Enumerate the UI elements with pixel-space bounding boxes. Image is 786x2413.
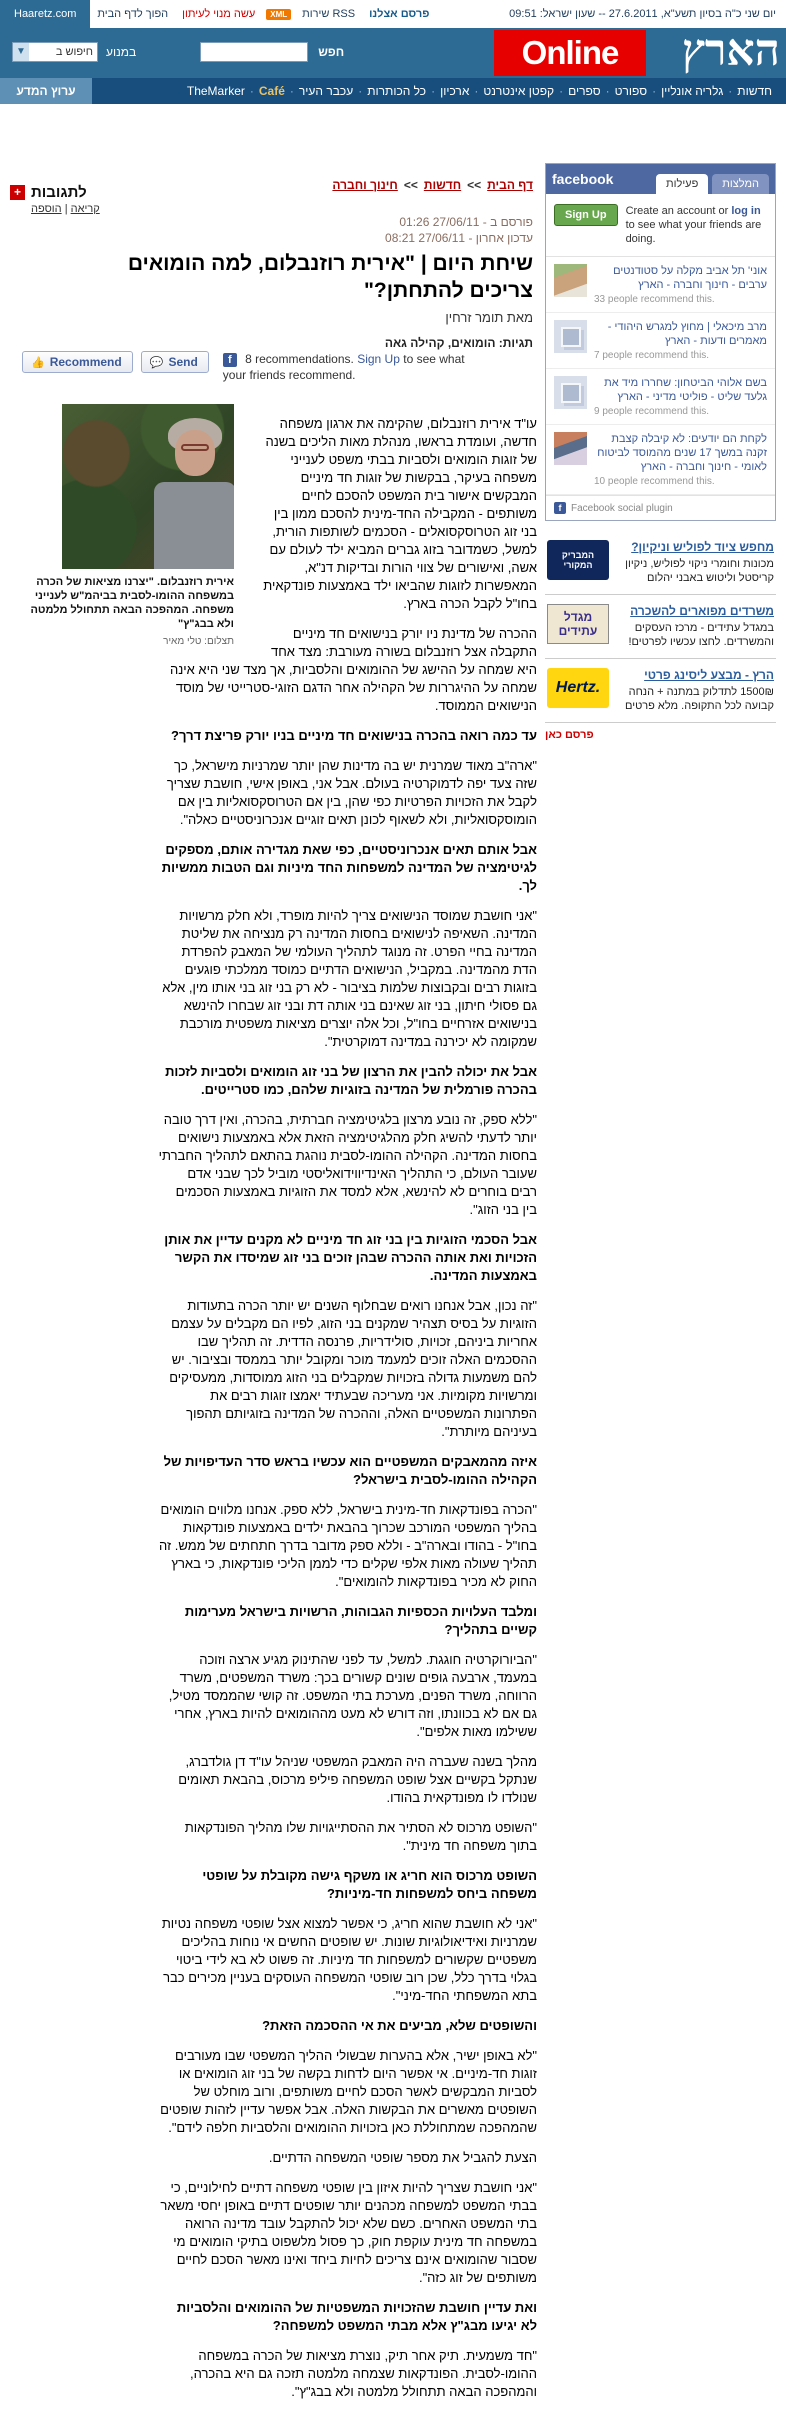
facebook-story-meta: 7 people recommend this. (594, 350, 710, 361)
breadcrumb (332, 178, 533, 192)
facebook-story-meta: 10 people recommend this. (594, 476, 715, 487)
ad-title-link[interactable]: מחפש ציוד לפוליש וניקיון? (631, 540, 774, 554)
sidebar (545, 139, 776, 741)
comment-read-link[interactable]: קריאה (70, 203, 100, 215)
comments-title[interactable]: לתגובות (31, 184, 87, 201)
recommendations-note (223, 351, 472, 383)
facebook-story-item (546, 369, 775, 425)
text-ad (545, 659, 776, 723)
text-ad (545, 531, 776, 595)
nav-item-9[interactable]: Café (258, 84, 285, 98)
facebook-story-title[interactable]: בשם אלוהי הביטחון: שחררו מיד את גלעד שליט - פוליטי מדיני - הארץ (604, 377, 767, 403)
article-paragraph: עו"ד אירית רוזנבלום, שהקימה את ארגון משפחה חדשה, ועומדת בראשו, מנהלת מאות הליכים בשנה של זוגות הומואים ולסביות בבתי משפט לענייני משפחה בעיקר, בבקשות של זוגות חד מיניים המבקשים אישור בית המשפט להסכם לחיים משותפים - המקבילה החד-מינית להסכם ממון בין בני זוג הטרוסקסואלים - הסכמים לשותפות הורית, למשל, כשמדובר בזוג גברים המביא ילד לעולם עם אשה, ואישורים של צווי הורות ובדיקות דנ"א, המאפשרות לזוגות שהביאו ילד באמצעות פונדקאית בחו"ל לקבל הכרה בארץ. (263, 416, 537, 611)
search-scope-label: במנוע (106, 45, 137, 59)
nav-separator: · (474, 84, 479, 98)
interview-question: עד כמה רואה בהכרה בנישואים חד מיניים בניו יורק פריצת דרך? (171, 728, 537, 743)
article-paragraph: "ללא ספק, זה נובע מרצון בלגיטימציה חברתית, בהכרה, ואין דרך טובה יותר לדעתי להשיג חלק מהלגיטימציה הזאת אלא באמצעות נישואים בחסות המדינה. הקהילה ההומו-לסבית נוהגת בהתאם לתהליך החברתי שעובר העולם, כי התהליך האינדיווידואליסטי מוביל לכך שבני אדם רבים בוחרים לא להינשא, אלא למסד את הזוגיות באמצעות הסכמים בין בני הזוג". (158, 1112, 537, 1217)
nav-item-3[interactable]: ספרים (568, 84, 601, 98)
nav-item-8[interactable]: TheMarker (186, 84, 245, 98)
facebook-tabs (652, 174, 769, 194)
article-paragraph: "אני חושבת שצריך להיות איזון בין שופטי משפחה דתיים לחילוניים, כי בבתי המשפט למשפחה מכהנים יותר שופטים דתיים באופן יחסי משאר בתי המשפט האחרים. כשם שלא יכול להתקבל עובד מדינה הרואה במשפחה חד מינית עוקפת חוק, כך פסול מלשפוט בתיקי הומואים מי שסבור שהומואים אינם צריכים לחיות ביחד ואינו מאשר הסכם לחיים משותפים של זוג כזה". (160, 2180, 537, 2285)
nav-item-2[interactable]: ספורט (614, 84, 648, 98)
interview-question: ואת עדיין חושבת שהזכויות המשפטיות של ההומואים והלסביות לא יגיעו מבג"ץ אלא מבתי המשפט למשפחה? (176, 2300, 537, 2333)
ad-description: 1500₪ לתדלוק במתנה + הנחה קבועה לכל התקופה. מלא פרטים (625, 686, 774, 712)
article-tags[interactable]: תגיות: הומואים, קהילה גאה (384, 336, 533, 350)
recommend-rest: to see what your friends recommend. (222, 352, 465, 382)
published-line: פורסם ב - 27/06/11 01:26 (399, 215, 533, 229)
publish-info (385, 214, 533, 246)
facebook-f-icon: f (554, 502, 566, 514)
nav-item-7[interactable]: עכבר העיר (298, 84, 354, 98)
nav-separator: · (559, 84, 564, 98)
share-row (22, 351, 472, 383)
article-paragraph: "לא באופן ישיר, אלא בהערות שבשולי ההליך המשפטי שבו מעורבים זוגות חד-מיניים. אי אפשר היום לדחות בקשה של בני זוג הומואים או לסביות המבקשים לאשר הסכם לחיים משותפים, ורוב מוחלט של השופטים מאשרים את הבקשות האלה. אבל אפשר עדיין לזהות שופטים שהמהפכה שמתחוללת כאן בזכויות ההומואים והלסביות חלפה לידם". (160, 2048, 537, 2135)
ad-description: במגדל עתידים - מרכז העסקים והמשרדים. לחצו עכשיו לפרטים! (628, 622, 774, 648)
recommend-count: 8 recommendations. (245, 352, 354, 366)
facebook-widget-footer: f Facebook social plugin (546, 495, 775, 520)
facebook-story-meta: 33 people recommend this. (594, 294, 715, 305)
avatar (554, 376, 587, 409)
search-zone (12, 42, 344, 62)
nav-item-1[interactable]: גלריה אונליין (661, 84, 724, 98)
interview-question: והשופטים שלא, מביעים את אי ההסכמה הזאת? (262, 2018, 537, 2033)
set-homepage-link[interactable]: הפוך לדף הבית (97, 8, 169, 20)
subscribe-link[interactable]: עשה מנוי לעיתון (182, 8, 256, 20)
comments-divider: | (64, 203, 68, 215)
comments-box[interactable] (10, 184, 120, 215)
atidim-logo[interactable]: מגדל עתידים (547, 604, 609, 644)
xml-badge-icon[interactable]: XML (266, 9, 291, 20)
nav-separator: · (652, 84, 657, 98)
rss-service-link[interactable]: שירות RSS (302, 8, 356, 20)
breadcrumb-separator: << (403, 178, 418, 192)
facebook-signup-text: Create an account or log in to see what your friends are doing. (625, 205, 762, 245)
text-ads (545, 531, 776, 723)
advertise-link[interactable]: פרסם אצלנו (369, 8, 430, 20)
hamavrik-logo[interactable]: המבריק המקורי (547, 540, 609, 580)
main-navbar (0, 78, 786, 104)
search-button[interactable]: חפש (318, 45, 345, 59)
facebook-story-item (546, 257, 775, 313)
search-input[interactable] (200, 42, 308, 62)
login-link[interactable]: log in (731, 205, 761, 217)
facebook-send-button[interactable]: 💬 Send (141, 351, 209, 373)
ad-title-link[interactable]: הרץ - מבצע ליסינג פרטי (644, 668, 774, 682)
date-time-line: יום שני כ"ה בסיון תשע"א, 27.6.2011 -- שעון ישראל: 09:51 (509, 8, 776, 20)
facebook-widget (545, 139, 776, 521)
nav-items (92, 84, 786, 98)
advertise-here-link (545, 729, 776, 741)
haaretz-logo[interactable]: הארץ (681, 26, 780, 75)
interview-question: אבל אותם תאים אנכרוניסטיים, כפי שאת מגדירה אותם, מספקים לגיטימציה של המדינה למשפחות החד מיניות וגם הטבות ממשיות לך. (161, 842, 537, 893)
add-comment-plus-icon[interactable]: + (10, 185, 25, 200)
send-bubble-icon: 💬 (149, 356, 164, 369)
facebook-story-title[interactable]: אוני' תל אביב מקלה על סטודנטים ערבים - חינוך וחברה - הארץ (613, 265, 767, 291)
facebook-story-title[interactable]: מרב מיכאלי | מחוץ למגרש היהודי - מאמרים ודעות - הארץ (607, 321, 767, 347)
interview-question: ומלבד העלויות הכספיות הגבוהות, הרשויות בישראל מערימות קשיים בתהליך? (184, 1604, 537, 1637)
top-utility-bar (0, 0, 786, 28)
facebook-story-item (546, 313, 775, 369)
nav-separator: · (431, 84, 436, 98)
breadcrumb-item-2[interactable]: חינוך וחברה (332, 178, 398, 192)
nav-separator: · (605, 84, 610, 98)
photo-caption: אירית רוזנבלום. "יצרנו מציאות של הכרה במשפחה ההומו-לסבית בביהמ"ש לענייני משפחה. המהפכה הבאה תתחולל מלמטה ולא בבג"ץ" (30, 576, 234, 630)
masthead (0, 28, 786, 78)
breadcrumb-item-1[interactable]: חדשות (423, 178, 462, 192)
ad-description: מכונות וחומרי ניקוי לפוליש, ניקיון קריסטל וליטוש באבני יהלום (625, 558, 774, 584)
breadcrumb-item-0[interactable]: דף הבית (487, 178, 533, 192)
comment-add-link[interactable]: הוספה (31, 203, 62, 215)
interview-question: אבל הסכמי הזוגיות בין בני זוג חד מיניים לא מקנים עדיין את אותן הזכויות ואת אותה ההכרה שבהן זוכים בני זוג שמיסדו את הקשר באמצעות המדינה. (164, 1232, 537, 1283)
text-ad (545, 595, 776, 659)
nav-science-channel[interactable]: ערוץ המדע (0, 78, 92, 104)
article-body (158, 415, 537, 2413)
facebook-story-title[interactable]: לקחת הם יודעים: לא קיבלה קצבת זקנה במשך 17 שנים מהמוסד לביטוח לאומי - חינוך וחברה - הארץ (597, 433, 767, 473)
hertz-logo[interactable]: Hertz. (547, 668, 609, 708)
article-paragraph: "אני לא חושבת שהוא חריג, כי אפשר למצוא אצל שופטי משפחה נטיות שמרניות ואידיאולוגיות שונות. יש שופטים החשים אי נוחות בהליכים משפטיים שקשורים למשפחות חד מיניות. זה פשוט לא בא לידי ביטוי בגלוי בדרך כלל, שכן רוב שופטי המשפחה העוסקים בעניין מכירים כבר בתא המשפחתי החד-מיני". (161, 1916, 537, 2003)
nav-separator: · (728, 84, 733, 98)
article-paragraph: ההכרה של מדינת ניו יורק בנישואים חד מיניים התקבלה אצל רוזנבלום בשורה מעורבת: מצד אחד היא שמחה על ההישג של ההומואים והלסביות, אך מצד שני היא אינה שמחה על ההיגררות של הקהילה אחר הדגם הזוגי-סטרייטי של מוסד הנישואים הממוסד. (169, 626, 537, 713)
facebook-tab-0[interactable]: פעילות (656, 174, 708, 194)
breadcrumb-separator: << (467, 178, 482, 192)
facebook-recommend-button[interactable]: 👍 Recommend (22, 351, 133, 373)
article-paragraph: "ארה"ב מאוד שמרנית יש בה מדינות שהן יותר שמרניות מישראל, כך שזה צעד יפה לדמוקרטיה בעולם. אבל אני, באופן אישי, חושבת שצריך לקבל את הזכויות הפרטיות כפי שהן, בין אם הטרוסקסואליות בין אם הומוסקסואליות, ולא לשאוף לכונן תאים זוגיים אנכרוניסטיים כאלה". (166, 758, 537, 827)
article-title: שיחת היום | "אירית רוזנבלום, למה הומואים צריכים להתחתן?" (127, 252, 533, 302)
search-scope-value: חיפוש ב (55, 46, 93, 58)
updated-line: עדכון אחרון - 27/06/11 08:21 (385, 231, 533, 245)
interview-question: איזה מהמאבקים המשפטיים הוא עכשיו בראש סדר העדיפויות של הקהילה ההומו-לסבית בישראל? (163, 1454, 537, 1487)
article-paragraph: "זה נכון, אבל אנחנו רואים שבחלוף השנים יש יותר הכרה בתעודות הזוגיות על בסיס תצהיר שמקנים בני הזוג, לפיו הם מקבלים על עצמם אחריות ביניהם, זכויות, סולידריות, פרנסה הדדית. זה תהליך שבו ההסכמים האלה זוכים למעמד מוכר ומקובל יותר בממסד ובציבור. יש להם משמעות גדולה בזכויות שמקבלים בני הזוג ממוסדות, ממעסיקים ומרשויות מקומיות. אני מעריכה שבעתיד יאמצו זוגות רבים את הפתרונות המשפטיים האלה, וההכרה של המדינה בזוגיותם תהפוך בעיניהם מיותרת". (169, 1298, 537, 1439)
article-paragraph: "הכרה בפונדקאות חד-מינית בישראל, ללא ספק. אנחנו מלווים הומואים בהליך המשפטי המורכב שכרוך בהבאת ילדים באמצעות פונדקאות בחו"ל - בהודו ובארה"ב - וללא ספק מדובר בדרך חתחתים של ממש. זה תהליך שעולה מאות אלפי שקלים כדי לממן הליכי פונדקאות, כי בארץ החוק לא מכיר בפונדקאות להומואים". (159, 1502, 537, 1589)
facebook-brand: הארץ @ facebook (552, 139, 614, 187)
article-paragraph: "הביורוקרטיה חוגגת. למשל, עד לפני שהתינוק מגיע ארצה וזוכה במעמד, ארבעה גופים שונים קשורים בכך: משרד המשפטים, משרד הרווחה, משרד הפנים, מערכת בתי המשפט. זה קושי שהממסד מטיל, גם אם לא בכוונתו, וזה דורש לא מעט מההומואים להיות בארץ, אחרי ששילמו מאות אלפים". (168, 1652, 537, 1739)
photo-spacer (158, 415, 262, 651)
avatar (554, 264, 587, 297)
article-paragraph: הצעת להגביל את מספר שופטי המשפחה הדתיים. (268, 2150, 537, 2165)
nav-item-4[interactable]: קפטן אינטרנט (483, 84, 555, 98)
comments-links (10, 203, 120, 215)
article-paragraph: מהלך בשנה שעברה היה המאבק המשפטי שניהל עו"ד דן גולדברג, שנתקל בקשיים אצל שופט המשפחה פיליפ מרכוס, בהבאת תאומים שנולדו לו מפונדקאית בהודו. (178, 1754, 537, 1805)
facebook-story-meta: 9 people recommend this. (594, 406, 710, 417)
chevron-down-icon[interactable]: ▼ (13, 43, 29, 61)
online-logo[interactable]: Online (494, 30, 646, 76)
facebook-items (546, 257, 775, 495)
signup-link[interactable]: Sign Up (357, 352, 400, 366)
nav-item-0[interactable]: חדשות (737, 84, 772, 98)
nav-item-5[interactable]: ארכיון (440, 84, 470, 98)
search-scope-dropdown[interactable] (12, 42, 98, 62)
avatar (554, 432, 587, 465)
facebook-tab-1[interactable]: המלצות (712, 174, 769, 194)
thumbs-up-icon: 👍 (31, 356, 45, 369)
avatar (554, 320, 587, 353)
photo-credit: תצלום: טלי מאיר (163, 636, 234, 647)
article-paragraph: "אני חושבת שמוסד הנישואים צריך להיות מופרד, ולא חלק מרשויות המדינה. השאיפה לנישואים בחסות המדינה רק מנציחה את שליטת המדינה בחיי הפרט. זה מנוגד לתהליך העולמי של המאבק להפרדת הדת מהמדינה. במקביל, הנישואים הדתיים כמוסד ממלכתי פוגעים בזוגות רבים ובקבוצות שלמות בציבור - לא רק בני זוג בני אותו מין, אלא גם פסולי חיתון, בני זוג שאינם בני אותה דת ובני זוג שבחרו להינשא בנישואים אזרחיים בחו"ל, וכל אלה יוצרים מציאות משפטית מורכבת שמקומה לא יכירנה במדינה דמוקרטית". (162, 908, 537, 1049)
facebook-signup-row (546, 194, 775, 257)
article-paragraph: "השופט מרכוס לא הסתיר את ההסתייגויות שלו מהליך הפונדקאות בתוך משפחה חד מינית". (184, 1820, 537, 1853)
nav-item-6[interactable]: כל הכותרות (367, 84, 427, 98)
interview-question: אבל את יכולה להבין את הרצון של בני זוג הומואים ולסביות לזכות בהכרה פורמלית של המדינה בזוגיות שלהם, כמו סטרייטים. (165, 1064, 537, 1097)
facebook-signup-button[interactable]: Sign Up (554, 204, 618, 226)
nav-separator: · (249, 84, 254, 98)
article-paragraph: "חד משמעית. תיק אחר תיק, נוצרת מציאות של הכרה במשפחה ההומו-לסבית. הפונדקאות שצמחה מלמטה תזכה גם היא בהכרה, והמהפכה הבאה תתחולל מלמטה ולא בבג"ץ". (189, 2348, 537, 2399)
facebook-f-icon: f (223, 353, 237, 367)
facebook-story-item (546, 425, 775, 495)
ad-title-link[interactable]: משרדים מפוארים להשכרה (630, 604, 774, 618)
nav-separator: · (358, 84, 363, 98)
advertise-here-text[interactable]: פרסם כאן (545, 729, 594, 741)
facebook-widget-header (546, 139, 775, 194)
haaretz-com-tab[interactable]: Haaretz.com (0, 0, 90, 28)
article-byline: מאת תומר זרחין (445, 310, 533, 325)
article-column (8, 104, 537, 2399)
interview-question: השופט מרכוס הוא חריג או משקף גישה מקובלת על שופטי משפחה ביחס למשפחות חד-מיניות? (202, 1868, 537, 1901)
nav-separator: · (289, 84, 294, 98)
